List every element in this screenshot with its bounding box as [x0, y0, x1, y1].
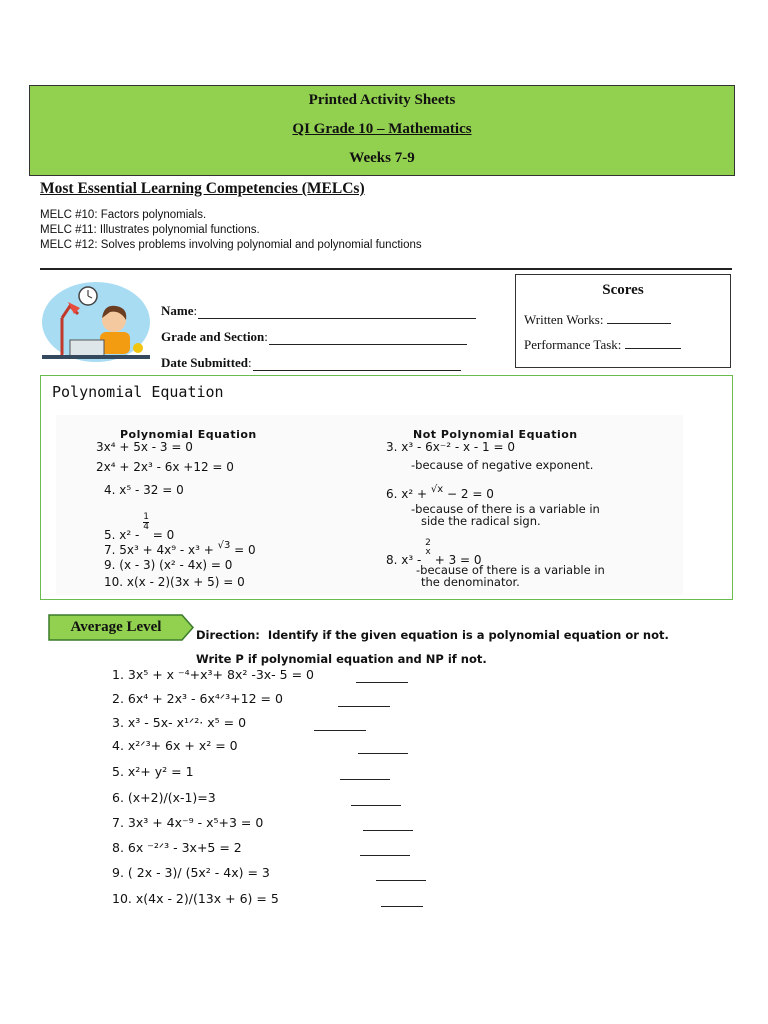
grade-label: Grade and Section: [161, 329, 265, 344]
student-info: [161, 293, 476, 371]
answer-blank[interactable]: [340, 767, 390, 780]
example-equation: 6. x² + $^{√x}$ − 2 = 0: [386, 484, 494, 501]
student-illustration: [40, 278, 156, 362]
melc-item: MELC #11: Illustrates polynomial functions.: [40, 224, 260, 236]
answer-blank[interactable]: [356, 670, 408, 683]
name-label: Name: [161, 303, 194, 318]
direction-text: Identify if the given equation is a polynomial equation or not.: [267, 628, 669, 642]
example-equation: 8. x³ - 2 x + 3 = 0: [386, 538, 482, 567]
example-equation: 10. x(x - 2)(3x + 5) = 0: [104, 575, 245, 589]
example-equation: 2x⁴ + 2x³ - 6x +12 = 0: [96, 460, 234, 474]
example-note: -because of negative exponent.: [411, 458, 594, 472]
average-level-label: Average Level: [70, 619, 162, 635]
written-works: Written Works:: [524, 312, 671, 328]
question-item: 8. 6x ⁻²ᐟ³ - 3x+5 = 2: [112, 840, 242, 855]
name-field[interactable]: [198, 306, 476, 319]
performance-task: Performance Task:: [524, 337, 681, 353]
answer-blank[interactable]: [358, 741, 408, 754]
question-item: 6. (x+2)/(x-1)=3: [112, 790, 216, 805]
question-item: 7. 3x³ + 4x⁻⁹ - x⁵+3 = 0: [112, 815, 264, 830]
answer-blank[interactable]: [338, 694, 390, 707]
grade-row: Grade and Section :: [161, 319, 476, 345]
question-item: 1. 3x⁵ + x ⁻⁴+x³+ 8x² -3x- 5 = 0: [112, 667, 314, 682]
direction-line-2: Write P if polynomial equation and NP if not.: [196, 652, 487, 666]
grade-field[interactable]: [269, 332, 467, 345]
example-note: -because of there is a variable in: [416, 563, 605, 577]
sheet-weeks: Weeks 7-9: [349, 150, 415, 166]
answer-blank[interactable]: [351, 793, 401, 806]
answer-blank[interactable]: [363, 818, 413, 831]
not-polynomial-heading: Not Polynomial Equation: [413, 428, 578, 441]
polynomial-heading: Polynomial Equation: [120, 428, 257, 441]
melc-item: MELC #12: Solves problems involving polynomial and polynomial functions: [40, 239, 422, 251]
answer-blank[interactable]: [381, 894, 423, 907]
scores-box: [515, 274, 731, 368]
written-works-field[interactable]: [607, 312, 671, 324]
direction-line: [196, 628, 669, 642]
laptop-icon: [70, 340, 104, 356]
name-row: Name :: [161, 293, 476, 319]
example-equation: 7. 5x³ + 4x⁹ - x³ + $^{√3}$ = 0: [104, 540, 256, 557]
question-item: 4. x²ᐟ³+ 6x + x² = 0: [112, 738, 238, 753]
answer-blank[interactable]: [376, 868, 426, 881]
scores-title: Scores: [602, 282, 644, 298]
question-item: 9. ( 2x - 3)/ (5x² - 4x) = 3: [112, 865, 270, 880]
question-item: 10. x(4x - 2)/(13x + 6) = 5: [112, 891, 279, 906]
example-equation: 9. (x - 3) (x² - 4x) = 0: [104, 558, 233, 572]
header-banner: [29, 85, 735, 176]
sheet-title: Printed Activity Sheets: [308, 92, 456, 108]
example-note: the denominator.: [421, 575, 520, 589]
example-equation: 5. x² - $\frac{1}{4}$ = 0: [104, 512, 175, 542]
sheet-subject-text: QI Grade 10 – Mathematics: [292, 121, 472, 137]
answer-blank[interactable]: [360, 843, 410, 856]
date-label: Date Submitted: [161, 355, 249, 370]
melc-list: [40, 208, 422, 253]
date-field[interactable]: [253, 358, 461, 371]
question-item: 3. x³ - 5x- x¹ᐟ²· x⁵ = 0: [112, 715, 247, 730]
divider: [40, 268, 732, 270]
melc-title: Most Essential Learning Competencies (MELCs): [40, 180, 365, 197]
example-note: -because of there is a variable in: [411, 502, 600, 516]
example-note: side the radical sign.: [421, 514, 541, 528]
fraction: $\frac{1}{4}$: [143, 512, 149, 532]
polynomial-section-title: Polynomial Equation: [52, 383, 224, 401]
question-item: 2. 6x⁴ + 2x³ - 6x⁴ᐟ³+12 = 0: [112, 691, 283, 706]
example-equation: 4. x⁵ - 32 = 0: [104, 483, 184, 497]
question-item: 5. x²+ y² = 1: [112, 764, 194, 779]
answer-blank[interactable]: [314, 718, 366, 731]
sheet-subject: [30, 121, 734, 138]
date-row: Date Submitted :: [161, 345, 476, 371]
example-equation: 3x⁴ + 5x - 3 = 0: [96, 440, 193, 454]
performance-task-field[interactable]: [625, 337, 681, 349]
example-equation: 3. x³ - 6x⁻² - x - 1 = 0: [386, 440, 515, 454]
direction-label: Direction:: [196, 628, 260, 642]
melc-item: MELC #10: Factors polynomials.: [40, 209, 207, 221]
polynomial-examples-panel: [56, 415, 683, 595]
fraction: 2 x: [425, 538, 431, 557]
